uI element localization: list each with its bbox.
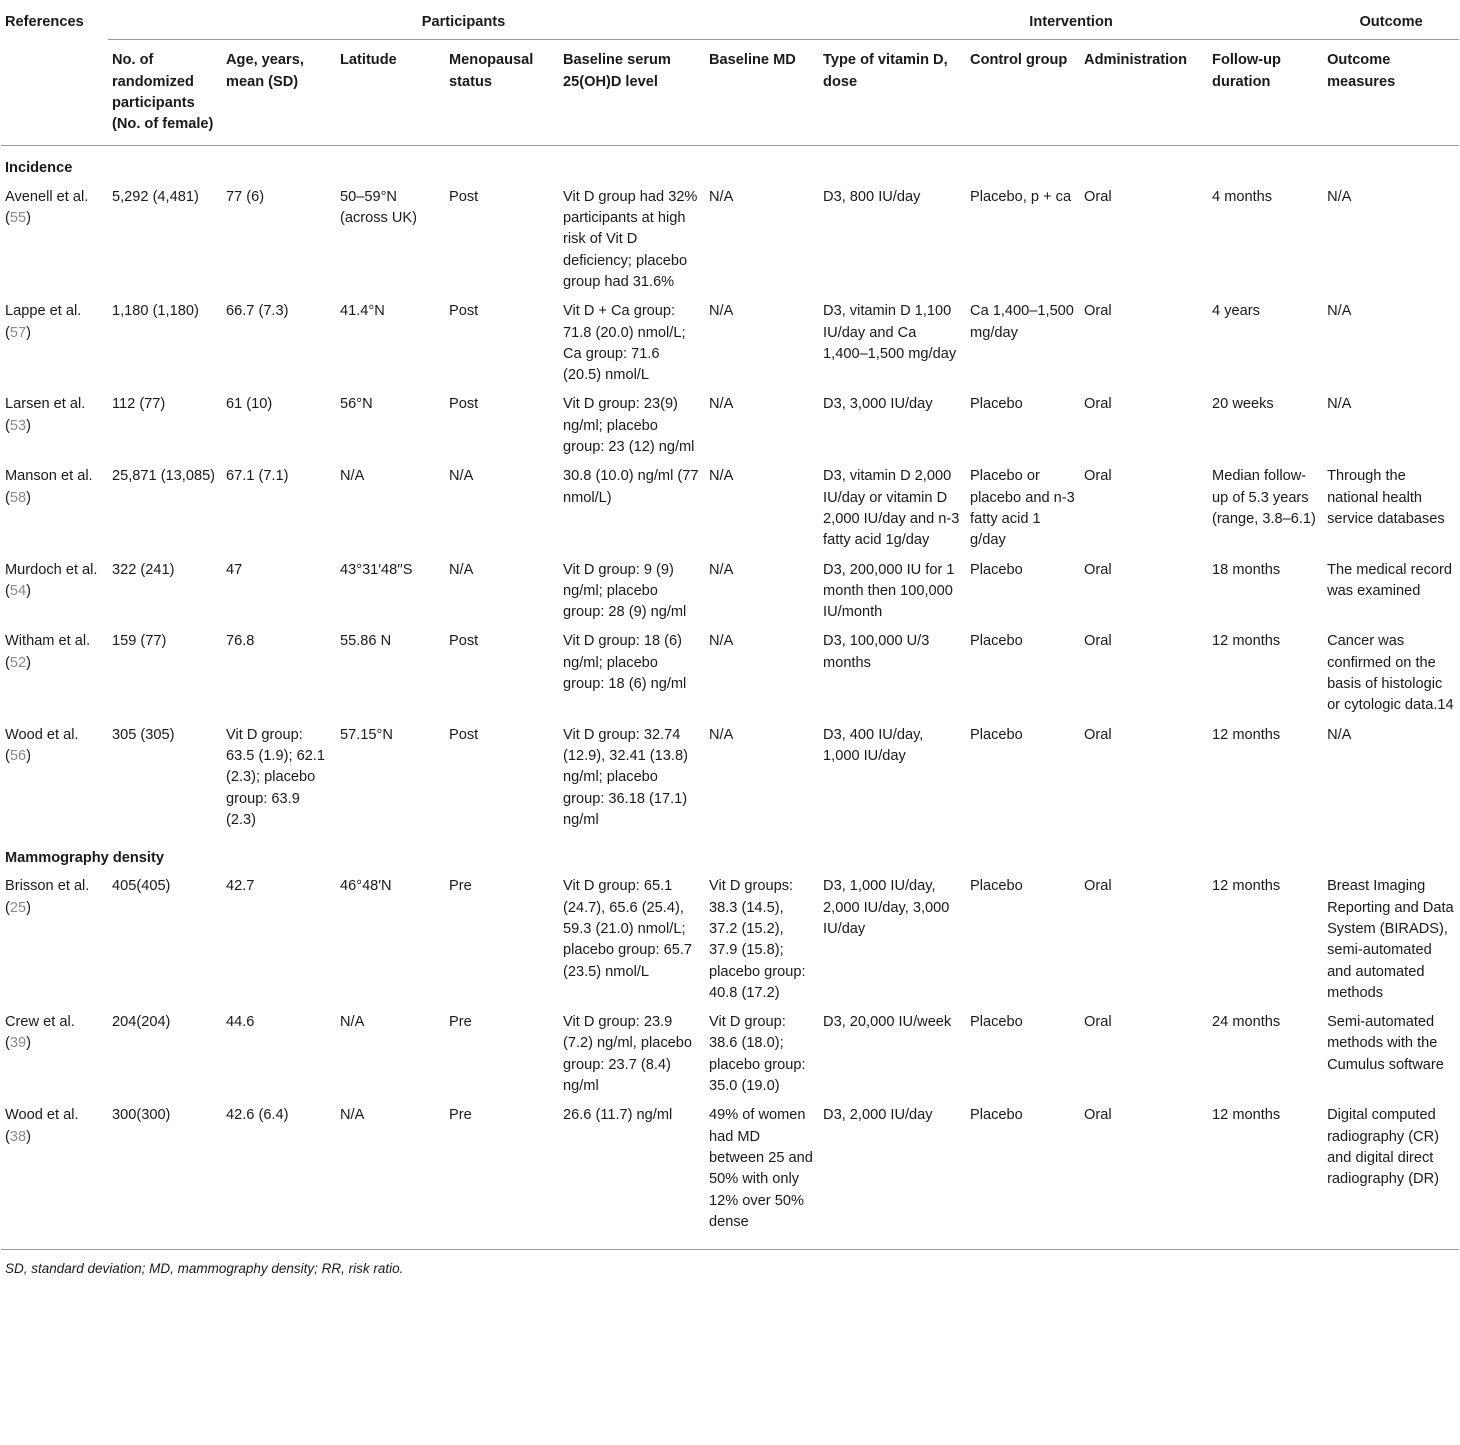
reference-name: Crew et al. [5, 1014, 75, 1031]
cell-reference: Witham et al. (52) [5, 633, 91, 671]
cell-baseline-serum: Vit D group: 23.9 (7.2) ng/ml, placebo group: 23.7 (8.4) ng/ml [563, 1014, 692, 1095]
header-column-row [1, 40, 1459, 146]
cell-menopausal: Post [449, 633, 479, 650]
cell-menopausal: Post [449, 303, 479, 320]
cell-baseline-md: N/A [709, 303, 734, 320]
header-outcome: Outcome [1323, 0, 1459, 40]
reference-citation-link[interactable]: 57 [9, 324, 27, 341]
header-latitude: Latitude [340, 52, 397, 69]
cell-administration: Oral [1084, 303, 1112, 320]
table-row [1, 557, 1459, 629]
cell-followup: 4 months [1212, 188, 1273, 205]
cell-menopausal: N/A [449, 561, 474, 578]
cell-baseline-md: N/A [709, 726, 734, 743]
cell-vitd-type: D3, 3,000 IU/day [823, 396, 933, 413]
cell-latitude: 43°31′48′′S [340, 561, 413, 578]
cell-outcome-measures: Cancer was confirmed on the basis of histologic or cytologic data.14 [1327, 633, 1454, 714]
table-row [1, 463, 1459, 556]
cell-menopausal: N/A [449, 468, 474, 485]
cell-age: 66.7 (7.3) [226, 303, 289, 320]
cell-control: Placebo, p + ca [970, 188, 1072, 205]
cell-randomized: 25,871 (13,085) [112, 468, 216, 485]
cell-administration: Oral [1084, 1014, 1112, 1031]
cell-menopausal: Post [449, 726, 479, 743]
reference-name: Witham et al. [5, 633, 91, 650]
cell-baseline-serum: Vit D group: 23(9) ng/ml; placebo group: 23 (12) ng/ml [563, 396, 695, 456]
cell-randomized: 1,180 (1,180) [112, 303, 199, 320]
header-menopausal: Menopausal status [449, 52, 534, 90]
reference-name: Lappe et al. [5, 303, 82, 320]
cell-outcome-measures: N/A [1327, 726, 1352, 743]
table-row [1, 184, 1459, 298]
cell-menopausal: Post [449, 396, 479, 413]
data-table [1, 0, 1459, 1250]
table-row [1, 628, 1459, 721]
cell-administration: Oral [1084, 396, 1112, 413]
reference-name: Wood et al. [5, 1107, 79, 1124]
cell-outcome-measures: The medical record was examined [1327, 561, 1452, 599]
cell-reference: Lappe et al. (57) [5, 303, 82, 341]
cell-latitude: N/A [340, 468, 365, 485]
cell-baseline-md: 49% of women had MD between 25 and 50% with only 12% over 50% dense [705, 1102, 819, 1249]
cell-latitude: N/A [336, 1102, 445, 1249]
cell-control: Placebo or placebo and n-3 fatty acid 1 g/day [970, 468, 1075, 549]
table-footnote: SD, standard deviation; MD, mammography density; RR, risk ratio. [5, 1261, 404, 1277]
cell-baseline-serum: 30.8 (10.0) ng/ml (77 nmol/L) [563, 468, 699, 506]
reference-citation-link[interactable]: 58 [9, 489, 27, 506]
header-control: Control group [970, 52, 1068, 69]
cell-control: Placebo [970, 878, 1023, 895]
table-row [1, 1102, 1459, 1249]
cell-baseline-serum: Vit D group: 9 (9) ng/ml; placebo group: 28 (9) ng/ml [563, 561, 687, 621]
cell-administration: Oral [1084, 561, 1112, 578]
cell-administration: Oral [1084, 878, 1112, 895]
cell-menopausal: Pre [449, 878, 472, 895]
cell-baseline-md: Vit D groups: 38.3 (14.5), 37.2 (15.2), 37.9 (15.8); placebo group: 40.8 (17.2) [709, 878, 806, 1001]
header-intervention: Intervention [819, 0, 1323, 40]
section-row [1, 836, 1459, 873]
cell-age: 61 (10) [226, 396, 273, 413]
reference-name: Larsen et al. [5, 396, 86, 413]
cell-randomized: 300(300) [108, 1102, 222, 1249]
table-row [1, 391, 1459, 463]
header-outcome-measures: Outcome measures [1327, 52, 1396, 90]
cell-outcome-measures: Digital computed radiography (CR) and digital direct radiography (DR) [1323, 1102, 1459, 1249]
cell-outcome-measures: N/A [1327, 188, 1352, 205]
cell-followup: 18 months [1212, 561, 1281, 578]
cell-vitd-type: D3, vitamin D 1,100 IU/day and Ca 1,400–1,500 mg/day [823, 303, 957, 362]
cell-followup: Median follow-up of 5.3 years (range, 3.8–6.1) [1212, 468, 1316, 527]
cell-reference: Larsen et al. (53) [5, 396, 86, 434]
header-group-row [1, 0, 1459, 40]
table-row [1, 1009, 1459, 1102]
cell-age: 42.7 [226, 878, 255, 895]
cell-baseline-md: N/A [709, 188, 734, 205]
cell-followup: 24 months [1212, 1014, 1281, 1031]
cell-baseline-md: N/A [709, 396, 734, 413]
cell-age: 77 (6) [226, 188, 265, 205]
cell-administration: Oral [1080, 1102, 1208, 1249]
cell-latitude: 46°48′N [340, 878, 392, 895]
cell-outcome-measures: Through the national health service databases [1327, 468, 1445, 527]
cell-baseline-serum: Vit D group had 32% participants at high risk of Vit D deficiency; placebo group had 31.6% [563, 188, 698, 290]
cell-reference: Avenell et al. (55) [5, 188, 89, 227]
cell-control: Placebo [970, 561, 1023, 578]
cell-outcome-measures: N/A [1327, 396, 1352, 413]
cell-reference: Wood et al. (56) [5, 726, 79, 764]
reference-citation-link[interactable]: 54 [9, 582, 27, 599]
header-participants: Participants [108, 0, 819, 40]
cell-baseline-md: N/A [709, 633, 734, 650]
reference-citation-link[interactable]: 56 [9, 747, 27, 764]
cell-menopausal: Post [449, 188, 479, 205]
cell-latitude: N/A [340, 1014, 365, 1031]
cell-randomized: 159 (77) [112, 633, 167, 650]
cell-baseline-md: N/A [709, 468, 734, 485]
header-administration: Administration [1084, 52, 1188, 69]
header-followup: Follow-up duration [1212, 52, 1281, 90]
cell-control: Placebo [970, 726, 1023, 743]
cell-reference: Brisson et al. (25) [5, 878, 90, 916]
cell-followup: 20 weeks [1212, 396, 1274, 413]
reference-name: Murdoch et al. [5, 561, 98, 578]
cell-administration: Oral [1084, 188, 1112, 205]
reference-citation-link[interactable]: 52 [9, 654, 27, 671]
cell-vitd-type: D3, vitamin D 2,000 IU/day or vitamin D 2,000 IU/day and n-3 fatty acid 1g/day [823, 468, 960, 549]
reference-name: Manson et al. [5, 468, 93, 485]
cell-age: 44.6 [226, 1014, 255, 1031]
header-age: Age, years, mean (SD) [226, 52, 304, 90]
reference-name: Brisson et al. [5, 878, 90, 895]
cell-reference: Murdoch et al. (54) [5, 561, 98, 599]
cell-randomized: 204(204) [112, 1014, 171, 1031]
reference-citation-link[interactable]: 53 [9, 417, 27, 434]
cell-followup: 12 months [1212, 878, 1281, 895]
cell-age: 76.8 [226, 633, 255, 650]
cell-randomized: 322 (241) [112, 561, 175, 578]
cell-control: Ca 1,400–1,500 mg/day [970, 303, 1074, 341]
cell-baseline-serum: Vit D group: 65.1 (24.7), 65.6 (25.4), 59.3 (21.0) nmol/L; placebo group: 65.7 (23.5) nmol/L [563, 878, 693, 980]
cell-control: Placebo [970, 1014, 1023, 1031]
cell-reference: Wood et al. (38) [1, 1102, 108, 1249]
section-title: Mammography density [5, 850, 164, 867]
cell-vitd-type: D3, 400 IU/day, 1,000 IU/day [823, 726, 924, 764]
reference-citation-link[interactable]: 25 [9, 899, 27, 916]
cell-control: Placebo [970, 633, 1023, 650]
cell-baseline-serum: Vit D group: 18 (6) ng/ml; placebo group: 18 (6) ng/ml [563, 633, 687, 693]
cell-baseline-serum: 26.6 (11.7) ng/ml [559, 1102, 705, 1249]
cell-vitd-type: D3, 100,000 U/3 months [823, 633, 930, 671]
cell-randomized: 112 (77) [112, 396, 166, 413]
cell-latitude: 56°N [340, 396, 373, 413]
cell-outcome-measures: Breast Imaging Reporting and Data System (BIRADS), semi-automated and automated methods [1327, 878, 1454, 1001]
table-row [1, 298, 1459, 391]
section-row [1, 146, 1459, 184]
reference-citation-link[interactable]: 38 [9, 1128, 27, 1145]
header-randomized: No. of randomized participants (No. of female) [112, 52, 214, 133]
cell-age: 42.6 (6.4) [222, 1102, 336, 1249]
cell-vitd-type: D3, 800 IU/day [823, 188, 921, 205]
cell-control: Placebo [966, 1102, 1080, 1249]
cell-outcome-measures: N/A [1327, 303, 1352, 320]
cell-randomized: 5,292 (4,481) [112, 188, 199, 205]
header-vitd-type: Type of vitamin D, dose [823, 52, 948, 90]
cell-followup: 4 years [1212, 303, 1260, 320]
cell-latitude: 55.86 N [340, 633, 392, 650]
cell-vitd-type: D3, 2,000 IU/day [819, 1102, 966, 1249]
cell-outcome-measures: Semi-automated methods with the Cumulus software [1327, 1014, 1444, 1073]
cell-followup: 12 months [1208, 1102, 1323, 1249]
cell-vitd-type: D3, 200,000 IU for 1 month then 100,000 IU/month [823, 561, 955, 621]
cell-latitude: 50–59°N (across UK) [340, 188, 418, 227]
cell-menopausal: Pre [445, 1102, 559, 1249]
cell-administration: Oral [1084, 726, 1112, 743]
cell-reference: Crew et al. (39) [5, 1014, 75, 1052]
cell-age: 47 [226, 561, 243, 578]
cell-age: 67.1 (7.1) [226, 468, 289, 485]
header-baseline-serum: Baseline serum 25(OH)D level [563, 52, 671, 90]
cell-vitd-type: D3, 1,000 IU/day, 2,000 IU/day, 3,000 IU/day [823, 878, 950, 937]
reference-name: Wood et al. [5, 726, 79, 743]
cell-randomized: 305 (305) [112, 726, 175, 743]
header-references: References [5, 14, 84, 30]
cell-baseline-md: Vit D group: 38.6 (18.0); placebo group: 35.0 (19.0) [709, 1014, 806, 1095]
table-body [1, 146, 1459, 1250]
table-row [1, 722, 1459, 836]
cell-age: Vit D group: 63.5 (1.9); 62.1 (2.3); placebo group: 63.9 (2.3) [226, 726, 325, 828]
reference-citation-link[interactable]: 55 [9, 210, 27, 227]
cell-followup: 12 months [1212, 726, 1281, 743]
cell-baseline-serum: Vit D group: 32.74 (12.9), 32.41 (13.8) ng/ml; placebo group: 36.18 (17.1) ng/ml [563, 726, 688, 828]
cell-control: Placebo [970, 396, 1023, 413]
table-row [1, 873, 1459, 1009]
cell-randomized: 405(405) [112, 878, 171, 895]
reference-citation-link[interactable]: 39 [9, 1035, 27, 1052]
reference-name: Avenell et al. [5, 188, 89, 205]
cell-reference: Manson et al. (58) [5, 468, 93, 506]
cell-followup: 12 months [1212, 633, 1281, 650]
cell-administration: Oral [1084, 633, 1112, 650]
cell-baseline-md: N/A [709, 561, 734, 578]
cell-administration: Oral [1084, 468, 1112, 485]
section-title: Incidence [5, 160, 73, 177]
cell-baseline-serum: Vit D + Ca group: 71.8 (20.0) nmol/L; Ca group: 71.6 (20.5) nmol/L [563, 303, 686, 384]
cell-latitude: 41.4°N [340, 303, 385, 320]
cell-latitude: 57.15°N [340, 726, 393, 743]
header-baseline-md: Baseline MD [709, 52, 796, 69]
cell-menopausal: Pre [449, 1014, 472, 1031]
cell-vitd-type: D3, 20,000 IU/week [823, 1014, 952, 1031]
